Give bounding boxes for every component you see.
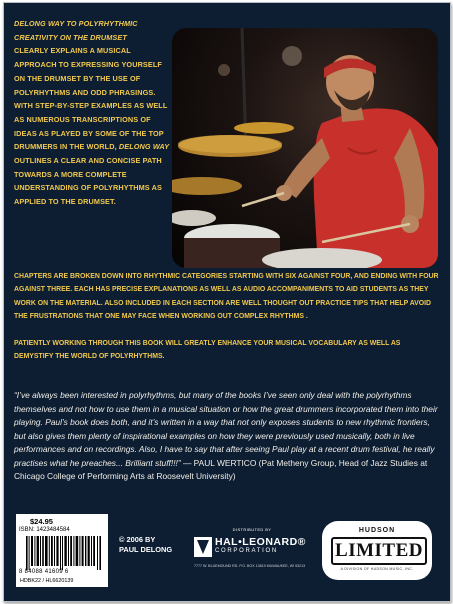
intro-blurb — [14, 17, 174, 209]
closing-paragraph: PATIENTLY WORKING THROUGH THIS BOOK WILL GREATLY ENHANCE YOUR MUSICAL VOCABULARY AS WELL AS DEMYSTIFY THE WORLD OF POLYRHYTHMS. — [14, 340, 401, 361]
book-title-short: DELONG WAY — [118, 142, 170, 152]
drummer-photo-illustration — [172, 28, 438, 268]
quote-text: “I’ve always been interested in polyrhythms, but many of the books I’ve seen only deal with the polyrhythms themselves and not how to use them in a musical situation or how the great drummers incorporated them into their playing. Paul’s book does both, and it’s written in a way that not only exposes students to new rhythmic frontiers, but also gives them plenty of inspirational examples on how they were previously used musically, both in live performances and on recordings. Also, I have to say that after seeing Paul play at a recent drum festival, he really practises what he preaches... Brilliant stuff!!!” — [14, 390, 438, 468]
copyright-line2: PAUL DELONG — [119, 545, 173, 554]
copyright-line1: © 2006 BY — [119, 535, 156, 544]
hal-leonard-logo — [190, 525, 314, 577]
barcode-panel — [16, 514, 108, 587]
hudson-sub-label: A DIVISION OF HUDSON MUSIC, INC. — [340, 567, 414, 571]
chapters-paragraph: CHAPTERS ARE BROKEN DOWN INTO RHYTHMIC CATEGORIES STARTING WITH SIX AGAINST FOUR, AND ENDING WITH FOUR AGAINST THREE. EACH HAS PRECISE EXPLANATIONS AS WELL AS AUDIO ACCOMPANIMENTS TO AID STUDENTS AS THEY WORK ON THE MATERIAL. ALSO INCLUDED IN EACH SECTION ARE WELL THOUGHT OUT PRACTICE TIPS THAT HELP AVOID THE FRUSTRATIONS THAT ONE MAY FACE WHEN WORKING OUT COMPLEX RHYTHMS . — [14, 273, 439, 321]
quote-attribution: — PAUL WERTICO (Pat Metheny Group, Head of Jazz Studies at Chicago College of Performing Arts at Roosevelt University) — [14, 457, 428, 481]
publisher-address: 7777 W. BLUEMOUND RD. P.O. BOX 13819 MILWAUKEE, WI 53213 — [194, 564, 306, 568]
hudson-main-label: LIMITED — [331, 537, 427, 565]
distributed-by-label: DISTRIBUTED BY — [232, 527, 272, 532]
hudson-limited-logo — [322, 521, 432, 580]
hal-leonard-mark-icon — [194, 537, 212, 557]
barcode-number: 8 84088 41609 6 — [19, 569, 69, 575]
barcode-graphic — [26, 536, 102, 570]
book-title-line1: DELONG WAY TO POLYRHYTHMIC — [14, 19, 138, 28]
publisher-corp: CORPORATION — [215, 548, 278, 554]
copyright-notice — [119, 535, 172, 555]
drummer-photo — [172, 28, 438, 268]
isbn-label: ISBN: 1423484584 — [19, 527, 70, 533]
book-title-line2: CREATIVITY ON THE DRUMSET — [14, 32, 127, 42]
endorsement-quote — [14, 389, 442, 484]
catalog-code: HDBK22 / HL6620139 — [20, 578, 74, 584]
blurb-text-b: OUTLINES A CLEAR AND CONCISE PATH TOWARDS A MORE COMPLETE UNDERSTANDING OF POLYRHYTHMS AS APPLIED TO THE DRUMSET. — [14, 156, 162, 207]
publisher-name: HAL•LEONARD® — [215, 536, 306, 548]
hudson-top-label: HUDSON — [358, 527, 396, 534]
back-cover — [3, 2, 451, 602]
blurb-text-a: CLEARLY EXPLAINS A MUSICAL APPROACH TO EXPRESSING YOURSELF ON THE DRUMSET BY THE USE OF POLYRHYTHMS AND ODD PHRASINGS. WITH STEP-BY-STEP EXAMPLES AS WELL AS NUMEROUS TRANSCRIPTIONS OF IDEAS AS PLAYED BY SOME OF THE TOP DRUMMERS IN THE WORLD, — [14, 46, 168, 152]
price-label: $24.95 — [30, 517, 53, 526]
